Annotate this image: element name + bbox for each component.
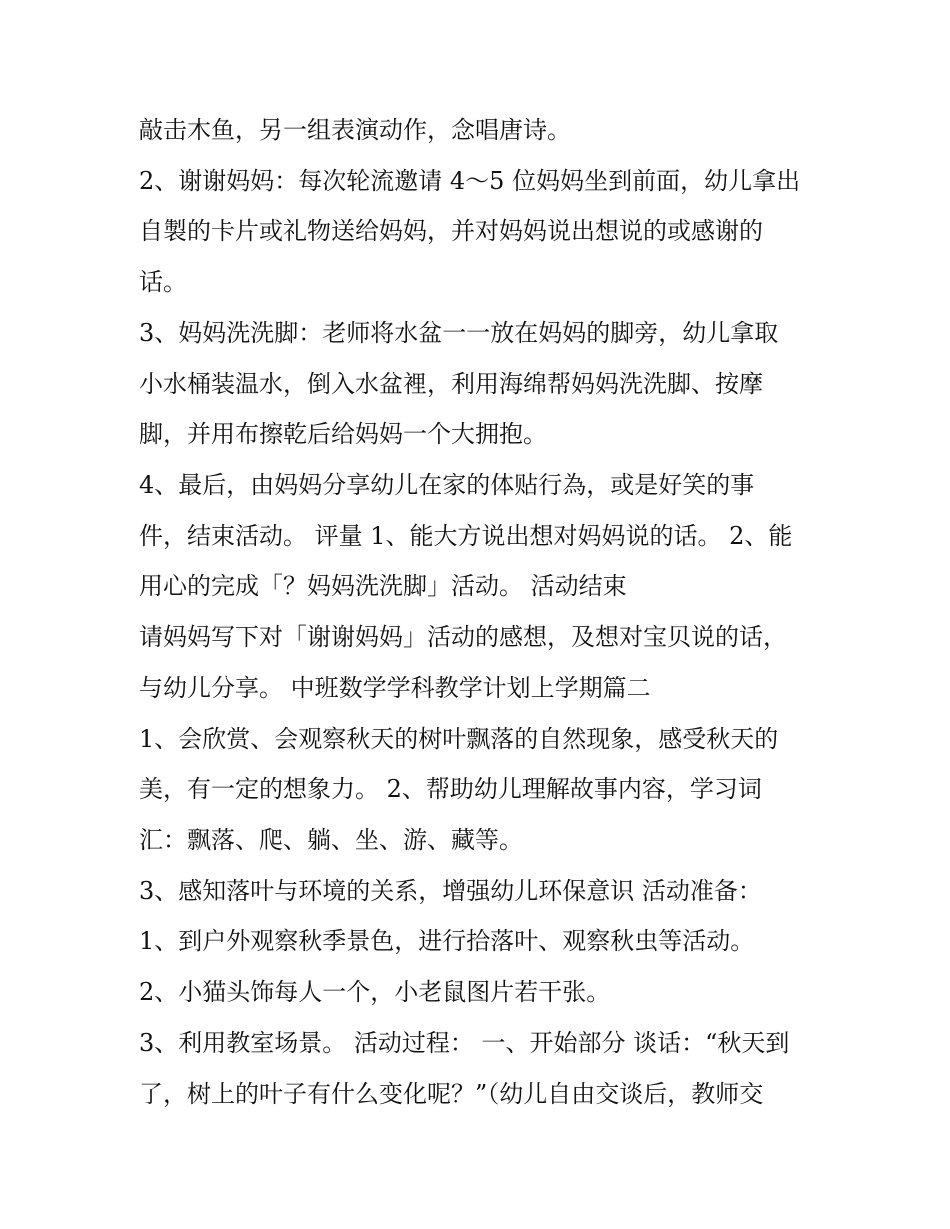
text-line: 用心的完成「？妈妈洗洗脚」活动。 活动结束 bbox=[139, 572, 627, 600]
text-line: 1、到户外观察秋季景色，进行拾落叶、观察秋虫等活动。 bbox=[139, 927, 755, 955]
text-line: 3、感知落叶与环境的关系，增强幼儿环保意识 活动准备： bbox=[139, 877, 762, 905]
text-line: 汇：飘落、爬、躺、坐、游、藏等。 bbox=[139, 826, 523, 854]
text-line: 美，有一定的想象力。 2、帮助幼儿理解故事内容，学习词 bbox=[139, 775, 762, 803]
text-line: 3、利用教室场景。 活动过程： 一、开始部分 谈话：“秋天到 bbox=[139, 1029, 790, 1057]
text-line: 4、最后，由妈妈分享幼儿在家的体贴行為，或是好笑的事 bbox=[139, 471, 755, 499]
text-line: 自製的卡片或礼物送给妈妈，并对妈妈说出想说的或感谢的 bbox=[139, 217, 763, 245]
text-line: 与幼儿分享。 中班数学学科教学计划上学期篇二 bbox=[139, 674, 651, 702]
text-line: 件，结束活动。 评量 1、能大方说出想对妈妈说的话。 2、能 bbox=[139, 522, 793, 550]
text-line: 1、会欣赏、会观察秋天的树叶飘落的自然现象，感受秋天的 bbox=[139, 725, 779, 753]
text-line: 请妈妈写下对「谢谢妈妈」活动的感想，及想对宝贝说的话， bbox=[139, 623, 787, 651]
text-line: 脚，并用布擦乾后给妈妈一个大拥抱。 bbox=[139, 420, 547, 448]
text-line: 敲击木鱼，另一组表演动作，念唱唐诗。 bbox=[139, 116, 571, 144]
text-line: 2、小猫头饰每人一个，小老鼠图片若干张。 bbox=[139, 978, 611, 1006]
text-line: 小水桶装温水，倒入水盆裡，利用海绵帮妈妈洗洗脚、按摩 bbox=[139, 370, 763, 398]
text-line: 3、妈妈洗洗脚：老师将水盆一一放在妈妈的脚旁，幼儿拿取 bbox=[139, 319, 779, 347]
text-line: 话。 bbox=[139, 268, 187, 296]
text-line: 了，树上的叶子有什么变化呢？”（幼儿自由交谈后，教师交 bbox=[139, 1080, 764, 1108]
text-line: 2、谢谢妈妈：每次轮流邀请 4～5 位妈妈坐到前面，幼儿拿出 bbox=[139, 167, 801, 195]
